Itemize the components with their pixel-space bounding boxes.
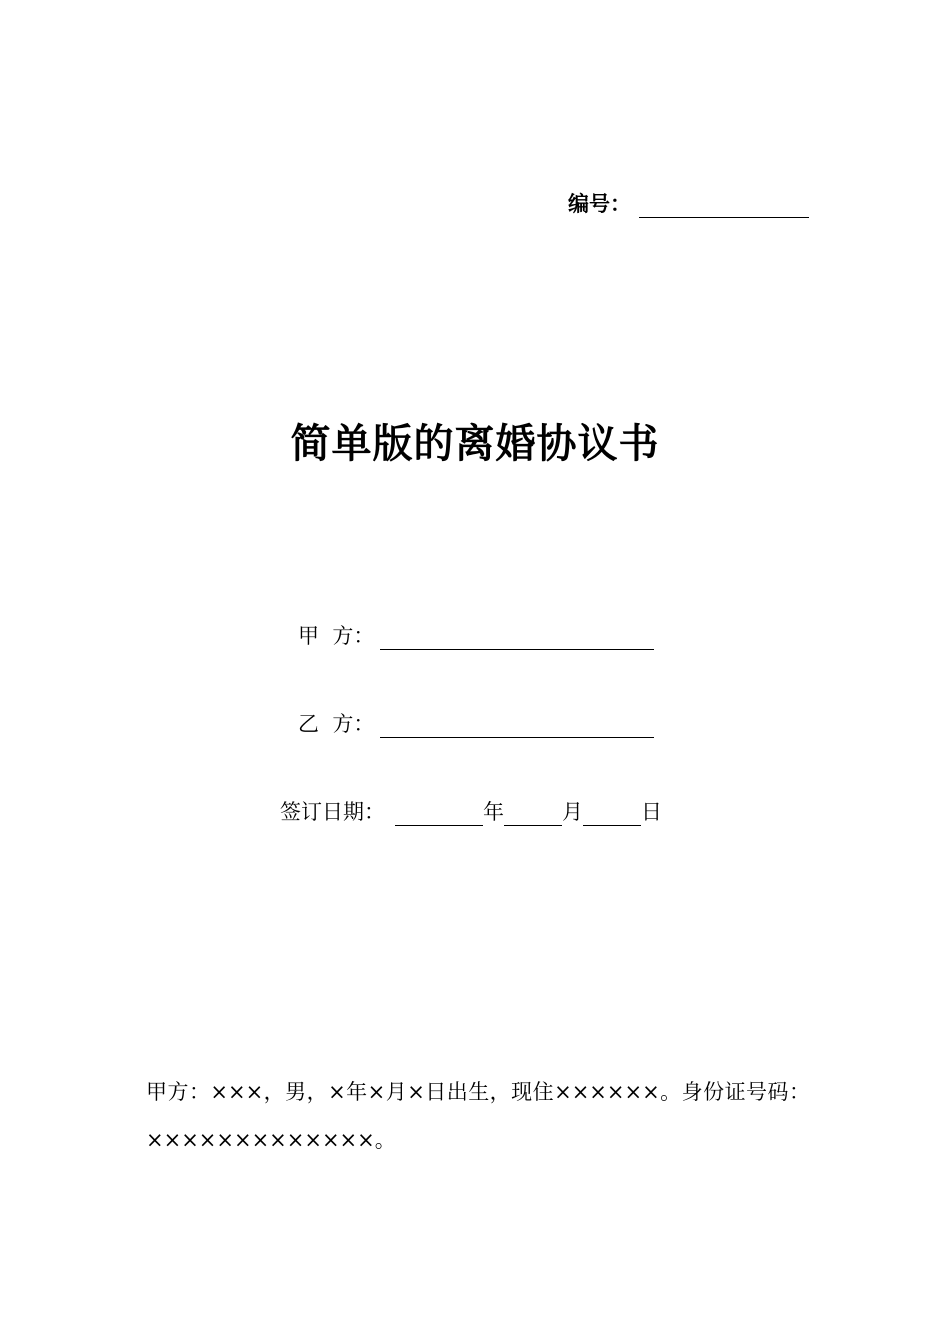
body-paragraph: 甲方：×××，男，×年×月×日出生，现住××××××。身份证号码：×××××××××××××。 [146, 1080, 810, 1152]
day-label: 日 [641, 800, 662, 824]
year-label: 年 [483, 800, 504, 824]
serial-number-label: 编号： [568, 192, 631, 216]
serial-number-blank[interactable] [639, 195, 809, 218]
signing-date-line [280, 796, 662, 826]
party-a-label: 甲 方： [298, 624, 375, 648]
party-b-line [298, 708, 654, 738]
month-label: 月 [562, 800, 583, 824]
serial-number-line [568, 188, 809, 218]
party-a-line [298, 620, 654, 650]
party-b-blank[interactable] [380, 715, 654, 738]
party-a-blank[interactable] [380, 627, 654, 650]
day-blank[interactable] [583, 803, 641, 826]
signing-date-label: 签订日期： [280, 800, 385, 824]
party-b-label: 乙 方： [298, 712, 375, 736]
document-title: 简单版的离婚协议书 [290, 421, 660, 467]
month-blank[interactable] [504, 803, 562, 826]
year-blank[interactable] [395, 803, 483, 826]
